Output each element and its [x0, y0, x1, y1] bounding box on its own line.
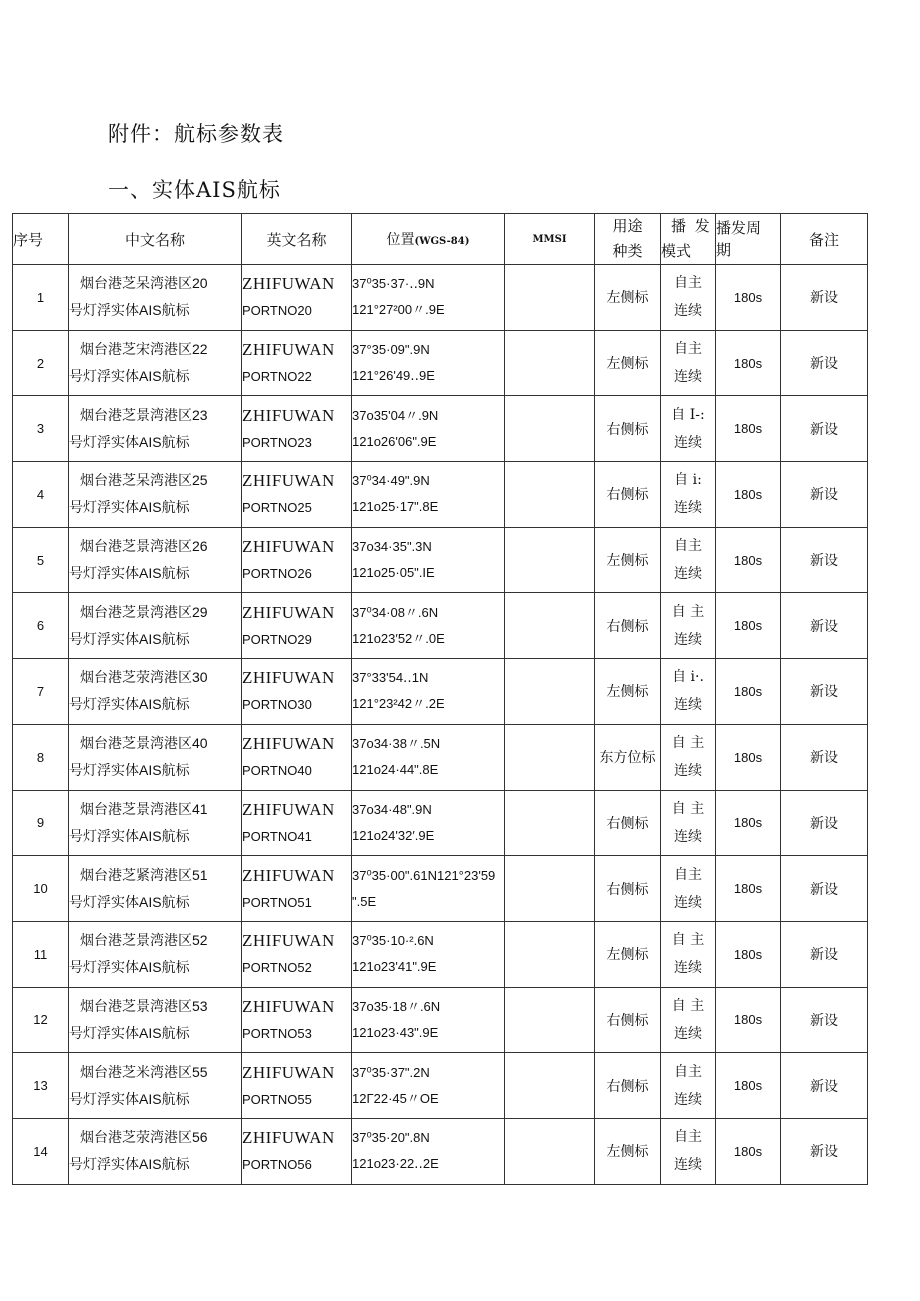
- mode-line2: 连续: [674, 960, 702, 977]
- row-cycle: 180s: [716, 330, 781, 396]
- position-lat: 37o34·48".9N: [352, 801, 432, 817]
- en-name-line1: ZHIFUWAN: [242, 734, 335, 754]
- row-position: [352, 724, 505, 790]
- cn-name-line2: 号灯浮实体AIS航标: [69, 1024, 190, 1041]
- row-mode: [661, 1053, 716, 1119]
- row-mode: [661, 462, 716, 528]
- position-lat: 37o35'04〃.9N: [352, 407, 439, 423]
- cn-name-line1: 烟台港芝呆湾港区20: [80, 275, 208, 292]
- row-en-name: [242, 265, 352, 331]
- mode-line2: 连续: [674, 566, 702, 583]
- row-mode: [661, 921, 716, 987]
- row-en-name: [242, 396, 352, 462]
- row-mmsi: [505, 790, 595, 856]
- row-mmsi: [505, 1053, 595, 1119]
- position-lat: 37⁰35·20".8N: [352, 1130, 430, 1146]
- position-lon: ".5E: [352, 893, 377, 909]
- row-note: 新设: [781, 396, 868, 462]
- row-mmsi: [505, 987, 595, 1053]
- row-cn-name: [69, 724, 242, 790]
- en-name-line2: PORTNO41: [242, 828, 312, 844]
- row-mmsi: [505, 396, 595, 462]
- row-use: 右侧标: [595, 593, 661, 659]
- mode-line1: 自 I-:: [671, 406, 705, 423]
- header-use-line2: 种类: [612, 242, 643, 260]
- row-position: [352, 987, 505, 1053]
- row-cn-name: [69, 462, 242, 528]
- row-cycle: 180s: [716, 659, 781, 725]
- mode-line2: 连续: [674, 828, 702, 845]
- row-cycle: 180s: [716, 396, 781, 462]
- cn-name-line1: 烟台港芝米湾港区55: [80, 1063, 208, 1080]
- mode-line1: 自 主: [671, 735, 705, 752]
- row-use: 左侧标: [595, 265, 661, 331]
- row-mode: [661, 856, 716, 922]
- row-cn-name: [69, 330, 242, 396]
- row-mode: [661, 790, 716, 856]
- row-position: [352, 856, 505, 922]
- row-cycle: 180s: [716, 593, 781, 659]
- cn-name-line1: 烟台港芝荥湾港区30: [80, 669, 208, 686]
- row-cycle: 180s: [716, 527, 781, 593]
- cn-name-line2: 号灯浮实体AIS航标: [69, 696, 190, 713]
- section-title: 一、实体AIS航标: [108, 178, 281, 202]
- row-position: [352, 462, 505, 528]
- cn-name-line1: 烟台港芝景湾港区53: [80, 997, 208, 1014]
- row-note: 新设: [781, 987, 868, 1053]
- en-name-line1: ZHIFUWAN: [242, 865, 335, 885]
- position-lat: 37°35·09".9N: [352, 342, 430, 358]
- row-cn-name: [69, 856, 242, 922]
- row-note: 新设: [781, 265, 868, 331]
- row-en-name: [242, 724, 352, 790]
- cn-name-line2: 号灯浮实体AIS航标: [69, 565, 190, 582]
- row-position: [352, 396, 505, 462]
- row-en-name: [242, 462, 352, 528]
- attachment-title: 附件：航标参数表: [108, 122, 284, 146]
- row-number: 13: [13, 1053, 69, 1119]
- row-cn-name: [69, 921, 242, 987]
- mode-line1: 自主: [674, 341, 702, 358]
- row-cycle: 180s: [716, 265, 781, 331]
- row-en-name: [242, 921, 352, 987]
- en-name-line1: ZHIFUWAN: [242, 274, 335, 294]
- table-row: [13, 330, 868, 396]
- table-row: [13, 1053, 868, 1119]
- table-row: [13, 265, 868, 331]
- position-lat: 37⁰34·08〃.6N: [352, 604, 439, 620]
- header-cn-name: 中文名称: [69, 214, 242, 265]
- en-name-line2: PORTNO53: [242, 1025, 312, 1041]
- en-name-line1: ZHIFUWAN: [242, 405, 335, 425]
- row-position: [352, 921, 505, 987]
- cn-name-line1: 烟台港芝紧湾港区51: [80, 866, 208, 883]
- row-mmsi: [505, 593, 595, 659]
- row-en-name: [242, 790, 352, 856]
- position-lon: 121°27²00〃.9E: [352, 302, 445, 318]
- row-number: 8: [13, 724, 69, 790]
- row-position: [352, 1118, 505, 1184]
- row-mode: [661, 527, 716, 593]
- row-cycle: 180s: [716, 1053, 781, 1119]
- row-use: 左侧标: [595, 659, 661, 725]
- mode-line2: 连续: [674, 631, 702, 648]
- row-position: [352, 527, 505, 593]
- row-mode: [661, 330, 716, 396]
- en-name-line2: PORTNO29: [242, 631, 312, 647]
- row-mmsi: [505, 330, 595, 396]
- position-lon: 121o26'06".9E: [352, 433, 437, 449]
- table-row: [13, 856, 868, 922]
- header-note: 备注: [781, 214, 868, 265]
- position-lat: 37⁰35·10·².6N: [352, 933, 434, 949]
- en-name-line2: PORTNO52: [242, 960, 312, 976]
- position-lat: 37⁰35·00".61N121°23'59: [352, 867, 496, 883]
- position-lat: 37⁰34·49".9N: [352, 473, 430, 489]
- cn-name-line1: 烟台港芝景湾港区29: [80, 603, 208, 620]
- position-lon: 12Γ22·45〃OE: [352, 1090, 439, 1106]
- row-use: 右侧标: [595, 790, 661, 856]
- cn-name-line1: 烟台港芝荥湾港区56: [80, 1129, 208, 1146]
- row-note: 新设: [781, 856, 868, 922]
- en-name-line1: ZHIFUWAN: [242, 668, 335, 688]
- row-position: [352, 330, 505, 396]
- row-use: 左侧标: [595, 921, 661, 987]
- position-lon: 121o24·44".8E: [352, 762, 439, 778]
- row-mmsi: [505, 856, 595, 922]
- row-position: [352, 1053, 505, 1119]
- header-mode: [661, 214, 716, 265]
- mode-line1: 自主: [674, 1129, 702, 1146]
- en-name-line2: PORTNO51: [242, 894, 312, 910]
- mode-line1: 自 i:: [674, 472, 702, 489]
- header-position-datum: (WGS-84): [414, 236, 470, 247]
- cn-name-line1: 烟台港芝景湾港区40: [80, 735, 208, 752]
- cn-name-line2: 号灯浮实体AIS航标: [69, 302, 190, 319]
- header-cycle: [716, 214, 781, 265]
- row-cycle: 180s: [716, 724, 781, 790]
- en-name-line2: PORTNO56: [242, 1157, 312, 1173]
- row-note: 新设: [781, 462, 868, 528]
- row-cn-name: [69, 593, 242, 659]
- cn-name-line1: 烟台港芝呆湾港区25: [80, 472, 208, 489]
- row-en-name: [242, 659, 352, 725]
- en-name-line2: PORTNO40: [242, 763, 312, 779]
- position-lon: 121°26'49‥9E: [352, 368, 435, 384]
- row-number: 14: [13, 1118, 69, 1184]
- row-mode: [661, 265, 716, 331]
- header-mode-line1: 播 发: [671, 217, 712, 235]
- cn-name-line2: 号灯浮实体AIS航标: [69, 893, 190, 910]
- row-cn-name: [69, 987, 242, 1053]
- mode-line2: 连续: [674, 500, 702, 517]
- row-en-name: [242, 527, 352, 593]
- row-mode: [661, 659, 716, 725]
- position-lon: 121o23′52〃.0E: [352, 630, 445, 646]
- mode-line1: 自 主: [671, 800, 705, 817]
- cn-name-line1: 烟台港芝景湾港区41: [80, 800, 208, 817]
- mode-line1: 自 i·.: [672, 669, 704, 686]
- en-name-line2: PORTNO26: [242, 566, 312, 582]
- cn-name-line1: 烟台港芝景湾港区52: [80, 932, 208, 949]
- row-mmsi: [505, 462, 595, 528]
- en-name-line1: ZHIFUWAN: [242, 931, 335, 951]
- beacon-parameter-table: [12, 213, 868, 1185]
- cn-name-line2: 号灯浮实体AIS航标: [69, 1156, 190, 1173]
- table-row: [13, 987, 868, 1053]
- row-use: 右侧标: [595, 856, 661, 922]
- header-cycle-line1: 播发周: [716, 219, 762, 237]
- en-name-line1: ZHIFUWAN: [242, 537, 335, 557]
- header-mmsi: MMSI: [505, 214, 595, 265]
- row-number: 4: [13, 462, 69, 528]
- row-number: 12: [13, 987, 69, 1053]
- position-lat: 37⁰35·37".2N: [352, 1064, 430, 1080]
- mode-line2: 连续: [674, 1157, 702, 1174]
- header-use-line1: 用途: [612, 217, 643, 235]
- row-en-name: [242, 593, 352, 659]
- row-use: 左侧标: [595, 1118, 661, 1184]
- mode-line2: 连续: [674, 763, 702, 780]
- row-en-name: [242, 856, 352, 922]
- position-lon: 121o23'41".9E: [352, 959, 437, 975]
- row-en-name: [242, 1053, 352, 1119]
- mode-line2: 连续: [674, 697, 702, 714]
- mode-line1: 自 主: [671, 997, 705, 1014]
- row-use: 左侧标: [595, 330, 661, 396]
- en-name-line2: PORTNO30: [242, 697, 312, 713]
- row-cn-name: [69, 1053, 242, 1119]
- header-mode-line2: 模式: [661, 242, 692, 260]
- cn-name-line1: 烟台港芝景湾港区26: [80, 538, 208, 555]
- row-note: 新设: [781, 1053, 868, 1119]
- row-mode: [661, 987, 716, 1053]
- row-cycle: 180s: [716, 790, 781, 856]
- row-note: 新设: [781, 659, 868, 725]
- position-lon: 121°23²42〃.2E: [352, 696, 445, 712]
- row-cn-name: [69, 396, 242, 462]
- header-no: 序号: [13, 214, 69, 265]
- mode-line1: 自主: [674, 1063, 702, 1080]
- cn-name-line2: 号灯浮实体AIS航标: [69, 762, 190, 779]
- position-lat: 37°33'54‥1N: [352, 670, 429, 686]
- cn-name-line2: 号灯浮实体AIS航标: [69, 1090, 190, 1107]
- row-number: 9: [13, 790, 69, 856]
- mode-line1: 自 主: [671, 932, 705, 949]
- mode-line2: 连续: [674, 1025, 702, 1042]
- header-use: [595, 214, 661, 265]
- row-mmsi: [505, 1118, 595, 1184]
- row-mmsi: [505, 527, 595, 593]
- row-position: [352, 659, 505, 725]
- en-name-line2: PORTNO55: [242, 1091, 312, 1107]
- position-lon: 121o25·05".IE: [352, 565, 435, 581]
- row-note: 新设: [781, 790, 868, 856]
- row-number: 1: [13, 265, 69, 331]
- en-name-line1: ZHIFUWAN: [242, 471, 335, 491]
- position-lon: 121o23·22‥2E: [352, 1156, 439, 1172]
- row-number: 3: [13, 396, 69, 462]
- row-number: 7: [13, 659, 69, 725]
- cn-name-line2: 号灯浮实体AIS航标: [69, 630, 190, 647]
- cn-name-line1: 烟台港芝宋湾港区22: [80, 341, 208, 358]
- cn-name-line2: 号灯浮实体AIS航标: [69, 499, 190, 516]
- position-lon: 121o24'32′.9E: [352, 827, 435, 843]
- en-name-line2: PORTNO25: [242, 500, 312, 516]
- row-use: 右侧标: [595, 396, 661, 462]
- cn-name-line2: 号灯浮实体AIS航标: [69, 959, 190, 976]
- mode-line2: 连续: [674, 894, 702, 911]
- row-use: 东方位标: [595, 724, 661, 790]
- row-cn-name: [69, 265, 242, 331]
- row-number: 6: [13, 593, 69, 659]
- en-name-line2: PORTNO23: [242, 434, 312, 450]
- row-cn-name: [69, 1118, 242, 1184]
- header-en-name: 英文名称: [242, 214, 352, 265]
- row-mmsi: [505, 724, 595, 790]
- header-position: [352, 214, 505, 265]
- mode-line1: 自主: [674, 275, 702, 292]
- row-mode: [661, 396, 716, 462]
- row-cn-name: [69, 659, 242, 725]
- mode-line1: 自主: [674, 538, 702, 555]
- mode-line2: 连续: [674, 369, 702, 386]
- row-cycle: 180s: [716, 462, 781, 528]
- row-cn-name: [69, 527, 242, 593]
- row-cn-name: [69, 790, 242, 856]
- cn-name-line2: 号灯浮实体AIS航标: [69, 827, 190, 844]
- mode-line2: 连续: [674, 1091, 702, 1108]
- row-en-name: [242, 987, 352, 1053]
- position-lon: 121o25·17".8E: [352, 499, 439, 515]
- row-position: [352, 790, 505, 856]
- en-name-line1: ZHIFUWAN: [242, 1062, 335, 1082]
- row-use: 右侧标: [595, 987, 661, 1053]
- table-row: [13, 462, 868, 528]
- position-lat: 37o34·35".3N: [352, 539, 432, 555]
- row-note: 新设: [781, 527, 868, 593]
- row-number: 2: [13, 330, 69, 396]
- table-row: [13, 1118, 868, 1184]
- row-number: 10: [13, 856, 69, 922]
- mode-line1: 自主: [674, 866, 702, 883]
- en-name-line2: PORTNO20: [242, 303, 312, 319]
- row-use: 右侧标: [595, 1053, 661, 1119]
- header-position-label: 位置: [386, 232, 415, 248]
- table-row: [13, 921, 868, 987]
- row-mmsi: [505, 921, 595, 987]
- row-note: 新设: [781, 330, 868, 396]
- row-note: 新设: [781, 921, 868, 987]
- mode-line1: 自 主: [671, 603, 705, 620]
- en-name-line1: ZHIFUWAN: [242, 1128, 335, 1148]
- cn-name-line1: 烟台港芝景湾港区23: [80, 406, 208, 423]
- en-name-line1: ZHIFUWAN: [242, 602, 335, 622]
- row-position: [352, 265, 505, 331]
- en-name-line1: ZHIFUWAN: [242, 340, 335, 360]
- row-mmsi: [505, 659, 595, 725]
- position-lat: 37⁰35·37·‥9N: [352, 276, 435, 292]
- row-use: 右侧标: [595, 462, 661, 528]
- table-row: [13, 396, 868, 462]
- position-lon: 121o23·43".9E: [352, 1024, 439, 1040]
- row-cycle: 180s: [716, 987, 781, 1053]
- table-row: [13, 527, 868, 593]
- en-name-line2: PORTNO22: [242, 369, 312, 385]
- en-name-line1: ZHIFUWAN: [242, 799, 335, 819]
- row-note: 新设: [781, 593, 868, 659]
- header-cycle-line2: 期: [716, 241, 732, 259]
- row-en-name: [242, 1118, 352, 1184]
- mode-line2: 连续: [674, 434, 702, 451]
- row-number: 11: [13, 921, 69, 987]
- table-row: [13, 593, 868, 659]
- row-mmsi: [505, 265, 595, 331]
- table-row: [13, 659, 868, 725]
- table-row: [13, 724, 868, 790]
- row-cycle: 180s: [716, 1118, 781, 1184]
- row-mode: [661, 1118, 716, 1184]
- row-mode: [661, 593, 716, 659]
- mode-line2: 连续: [674, 303, 702, 320]
- cn-name-line2: 号灯浮实体AIS航标: [69, 433, 190, 450]
- row-note: 新设: [781, 724, 868, 790]
- row-position: [352, 593, 505, 659]
- row-cycle: 180s: [716, 856, 781, 922]
- position-lat: 37o34·38〃.5N: [352, 736, 441, 752]
- row-en-name: [242, 330, 352, 396]
- row-use: 左侧标: [595, 527, 661, 593]
- row-cycle: 180s: [716, 921, 781, 987]
- row-number: 5: [13, 527, 69, 593]
- table-header-row: [13, 214, 868, 265]
- position-lat: 37o35·18〃.6N: [352, 998, 441, 1014]
- table-body: [13, 265, 868, 1185]
- row-mode: [661, 724, 716, 790]
- row-note: 新设: [781, 1118, 868, 1184]
- en-name-line1: ZHIFUWAN: [242, 996, 335, 1016]
- table-row: [13, 790, 868, 856]
- cn-name-line2: 号灯浮实体AIS航标: [69, 368, 190, 385]
